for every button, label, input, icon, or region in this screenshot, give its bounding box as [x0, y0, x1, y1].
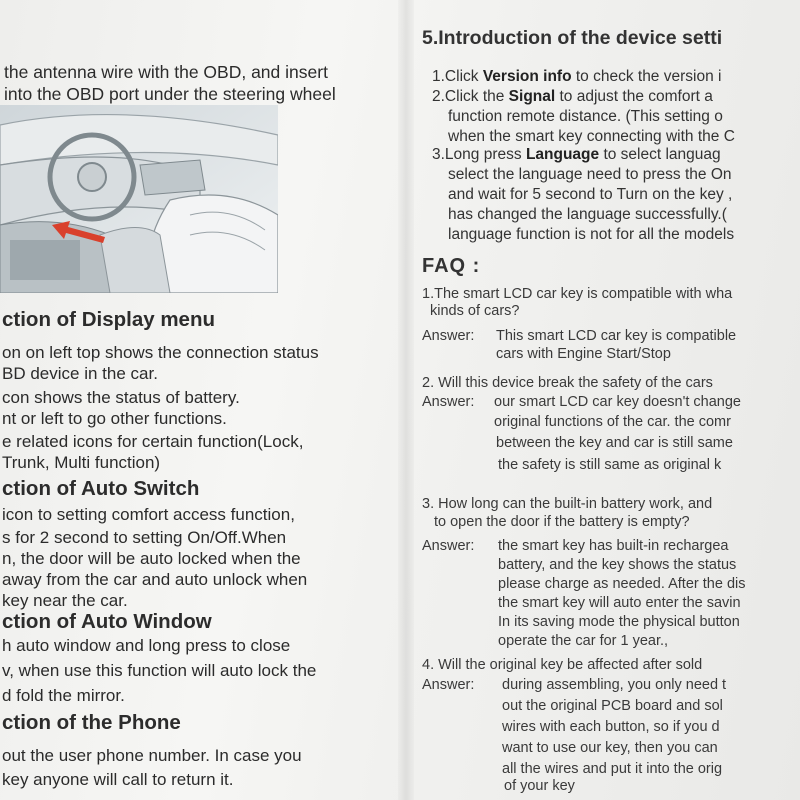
settings-item-3-text-end: to select languag — [599, 146, 721, 163]
faq-2-answer-line-4: the safety is still same as original k — [498, 457, 722, 473]
settings-item-1-text: 1.Click — [432, 68, 483, 85]
settings-item-3 — [432, 145, 721, 164]
faq-1-answer-line-2: cars with Engine Start/Stop — [496, 346, 671, 362]
faq-1-answer-label: Answer: — [422, 328, 475, 344]
settings-item-3-cont-1: select the language need to press the On — [448, 166, 732, 183]
settings-item-3-cont-2: and wait for 5 second to Turn on the key , — [448, 186, 733, 203]
display-line-5: e related icons for certain function(Lock, — [2, 432, 304, 451]
faq-4-question-line-1: 4. Will the original key be affected after sold — [422, 657, 703, 673]
phone-line-2: key anyone will call to return it. — [2, 770, 234, 789]
faq-3-answer-line-3: please charge as needed. After the dis — [498, 576, 746, 592]
page-fold-shadow — [398, 0, 414, 800]
settings-item-1-text-end: to check the version i — [571, 68, 722, 85]
faq-3-question-line-2: to open the door if the battery is empty? — [434, 514, 690, 530]
faq-3-answer-line-6: operate the car for 1 year., — [498, 633, 669, 649]
car-interior-illustration — [0, 105, 278, 293]
auto-switch-heading: ction of Auto Switch — [2, 477, 200, 500]
faq-4-answer-line-4: want to use our key, then you can — [502, 740, 718, 756]
phone-heading: ction of the Phone — [2, 711, 181, 734]
intro-line-1: the antenna wire with the OBD, and insert — [4, 62, 328, 82]
phone-line-1: out the user phone number. In case you — [2, 746, 302, 765]
display-line-3: con shows the status of battery. — [2, 388, 240, 407]
auto-switch-line-3: n, the door will be auto locked when the — [2, 549, 301, 568]
intro-line-2: into the OBD port under the steering wheel — [4, 84, 336, 104]
auto-switch-line-1: icon to setting comfort access function, — [2, 505, 295, 524]
auto-switch-line-4: away from the car and auto unlock when — [2, 570, 308, 589]
faq-3-question-line-1: 3. How long can the built-in battery work, and — [422, 496, 713, 512]
display-line-4: nt or left to go other functions. — [2, 409, 227, 428]
faq-2-question-line-1: 2. Will this device break the safety of the cars — [422, 375, 713, 391]
settings-item-3-text: 3.Long press — [432, 146, 526, 163]
faq-2-answer-line-1: our smart LCD car key doesn't change — [494, 394, 741, 410]
faq-3-answer-label: Answer: — [422, 538, 475, 554]
faq-4-answer-line-3: wires with each button, so if you d — [502, 719, 720, 735]
settings-item-2-text-end: to adjust the comfort a — [555, 88, 713, 105]
faq-3-answer-line-4: the smart key will auto enter the savin — [498, 595, 741, 611]
red-arrow-icon — [50, 215, 110, 245]
display-line-2: BD device in the car. — [2, 364, 158, 383]
settings-item-2-cont-2: when the smart key connecting with the C — [448, 128, 735, 145]
faq-1-answer-line-1: This smart LCD car key is compatible — [496, 328, 737, 344]
faq-2-answer-label: Answer: — [422, 394, 475, 410]
auto-switch-line-5: key near the car. — [2, 591, 128, 610]
faq-4-answer-line-1: during assembling, you only need t — [502, 677, 727, 693]
signal-label: Signal — [508, 88, 556, 105]
settings-item-2 — [432, 87, 713, 106]
auto-window-line-3: d fold the mirror. — [2, 686, 125, 705]
faq-2-answer-line-3: between the key and car is still same — [496, 435, 733, 451]
faq-3-answer-line-1: the smart key has built-in rechargea — [498, 538, 729, 554]
faq-1-question-line-2: kinds of cars? — [430, 303, 520, 319]
settings-item-2-cont-1: function remote distance. (This setting o — [448, 108, 723, 125]
auto-window-heading: ction of Auto Window — [2, 610, 212, 633]
faq-2-answer-line-2: original functions of the car. the comr — [494, 414, 731, 430]
settings-item-1 — [432, 67, 721, 86]
display-line-1: on on left top shows the connection status — [2, 343, 319, 362]
faq-heading: FAQ : — [422, 255, 481, 277]
display-menu-heading: ction of Display menu — [2, 308, 215, 331]
faq-3-answer-line-5: In its saving mode the physical button — [498, 614, 740, 630]
version-info-label: Version info — [482, 68, 572, 85]
settings-item-3-cont-4: language function is not for all the models — [448, 226, 735, 243]
faq-1-question-line-1: 1.The smart LCD car key is compatible with wha — [422, 286, 733, 302]
auto-window-line-2: v, when use this function will auto lock the — [2, 661, 317, 680]
display-line-6: Trunk, Multi function) — [2, 453, 161, 472]
faq-4-answer-line-5: all the wires and put it into the orig — [502, 761, 723, 777]
auto-window-line-1: h auto window and long press to close — [2, 636, 291, 655]
auto-switch-line-2: s for 2 second to setting On/Off.When — [2, 528, 287, 547]
settings-item-2-text: 2.Click the — [432, 88, 509, 105]
faq-4-answer-line-2: out the original PCB board and sol — [502, 698, 723, 714]
faq-4-answer-label: Answer: — [422, 677, 475, 693]
faq-4-answer-line-6: of your key — [504, 778, 575, 794]
faq-3-answer-line-2: battery, and the key shows the status — [498, 557, 737, 573]
device-settings-heading: 5.Introduction of the device setti — [422, 27, 723, 49]
language-label: Language — [525, 146, 600, 163]
settings-item-3-cont-3: has changed the language successfully.( — [448, 206, 727, 223]
